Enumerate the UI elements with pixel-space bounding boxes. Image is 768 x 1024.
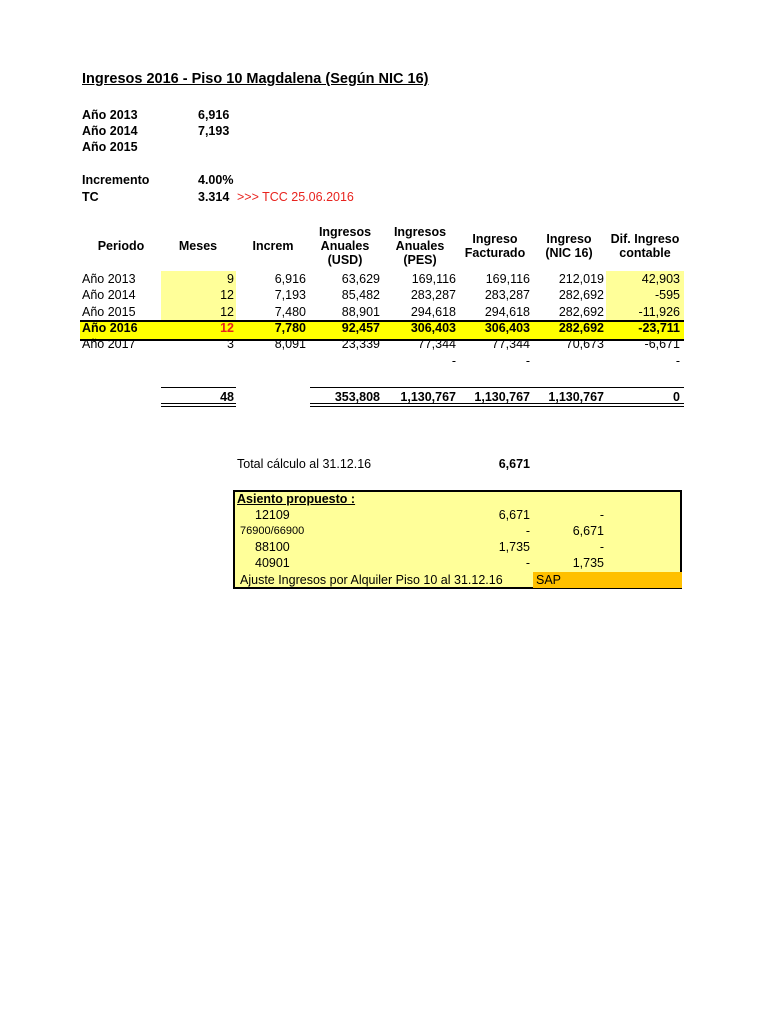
cell-fact: 77,344	[491, 337, 530, 352]
cell-dif: -11,926	[638, 304, 680, 319]
cell-usd: 85,482	[341, 288, 380, 303]
cell-nic: 282,692	[558, 288, 604, 303]
summary-label-2013: Año 2013	[82, 108, 138, 122]
cell-increm: 7,780	[274, 320, 306, 335]
page-title: Ingresos 2016 - Piso 10 Magdalena (Según NIC 16)	[82, 71, 429, 87]
cell-pes: 294,618	[410, 304, 456, 319]
cell-pes: -	[451, 353, 456, 368]
asiento-account-4: 40901	[255, 556, 290, 570]
header-dif-ingreso: Dif. Ingreso contable	[610, 232, 680, 260]
asiento-title: Asiento propuesto :	[237, 492, 356, 506]
cell-pes: 169,116	[411, 272, 456, 286]
cell-increm: 7,193	[274, 288, 306, 303]
cell-dif: -	[675, 353, 680, 368]
summary-value-2014: 7,193	[198, 124, 230, 138]
asiento-debit-4: -	[525, 556, 530, 570]
sap-label: SAP	[536, 573, 562, 587]
cell-dif: -595	[654, 288, 680, 303]
cell-dif: -23,711	[638, 320, 680, 335]
cell-nic: 282,692	[558, 320, 604, 335]
total-nic16: 1,130,767	[548, 390, 604, 404]
header-ingresos-usd: Ingresos Anuales (USD)	[318, 225, 372, 267]
asiento-debit-2: -	[525, 524, 530, 538]
cell-fact: -	[525, 353, 530, 368]
cell-nic: 212,019	[558, 272, 604, 286]
header-ingreso-nic16: Ingreso (NIC 16)	[545, 232, 593, 260]
total-usd: 353,808	[334, 390, 380, 404]
cell-meses: 12	[220, 320, 234, 335]
total-facturado: 1,130,767	[474, 390, 530, 404]
summary-value-2013: 6,916	[198, 108, 230, 122]
cell-pes: 283,287	[410, 288, 456, 303]
summary-label-2014: Año 2014	[82, 124, 138, 138]
cell-usd: 63,629	[341, 272, 380, 286]
cell-pes: 77,344	[417, 337, 456, 352]
cell-fact: 169,116	[485, 272, 530, 286]
cell-dif: 42,903	[641, 272, 680, 286]
asiento-account-1: 12109	[255, 508, 290, 522]
header-ingresos-pes: Ingresos Anuales (PES)	[393, 225, 447, 267]
cell-meses: 3	[227, 337, 234, 352]
asiento-credit-1: -	[599, 508, 604, 522]
cell-meses: 9	[227, 272, 234, 286]
cell-periodo: Año 2017	[82, 337, 136, 352]
total-calculo-value: 6,671	[498, 457, 530, 471]
cell-meses: 12	[220, 288, 234, 303]
cell-increm: 7,480	[274, 304, 306, 319]
cell-periodo: Año 2014	[82, 288, 136, 303]
cell-usd: 23,339	[341, 337, 380, 352]
cell-fact: 283,287	[484, 288, 530, 303]
asiento-credit-3: -	[599, 540, 604, 554]
cell-periodo: Año 2016	[82, 320, 138, 335]
cell-fact: 306,403	[484, 320, 530, 335]
cell-pes: 306,403	[410, 320, 456, 335]
summary-label-2015: Año 2015	[82, 140, 138, 154]
cell-periodo: Año 2013	[82, 272, 136, 286]
cell-meses: 12	[220, 304, 234, 319]
cell-fact: 294,618	[484, 304, 530, 319]
incremento-label: Incremento	[82, 173, 150, 187]
tc-note: >>> TCC 25.06.2016	[237, 190, 354, 204]
tc-value: 3.314	[198, 190, 230, 204]
cell-increm: 6,916	[274, 272, 306, 286]
asiento-credit-4: 1,735	[572, 556, 604, 570]
total-calculo-label: Total cálculo al 31.12.16	[237, 457, 372, 471]
asiento-credit-2: 6,671	[572, 524, 604, 538]
total-rule-amounts	[310, 387, 684, 388]
asiento-account-2: 76900/66900	[240, 525, 305, 537]
total-meses: 48	[220, 390, 234, 404]
header-periodo: Periodo	[97, 239, 145, 253]
total-dif: 0	[673, 390, 680, 404]
asiento-debit-1: 6,671	[498, 508, 530, 522]
asiento-description: Ajuste Ingresos por Alquiler Piso 10 al 31.12.16	[240, 573, 503, 587]
cell-dif: -6,671	[644, 337, 680, 352]
total-rule-meses	[161, 387, 236, 388]
total-pes: 1,130,767	[400, 390, 456, 404]
header-increm: Increm	[252, 239, 294, 253]
header-meses: Meses	[178, 239, 218, 253]
asiento-debit-3: 1,735	[498, 540, 530, 554]
header-ingreso-facturado: Ingreso Facturado	[464, 232, 526, 260]
cell-nic: 282,692	[558, 304, 604, 319]
incremento-value: 4.00%	[198, 173, 234, 187]
cell-increm: 8,091	[274, 337, 306, 352]
asiento-account-3: 88100	[255, 540, 290, 554]
cell-usd: 92,457	[341, 320, 380, 335]
cell-usd: 88,901	[341, 304, 380, 319]
cell-periodo: Año 2015	[82, 304, 136, 319]
cell-nic: 70,673	[565, 337, 604, 352]
tc-label: TC	[82, 190, 99, 204]
